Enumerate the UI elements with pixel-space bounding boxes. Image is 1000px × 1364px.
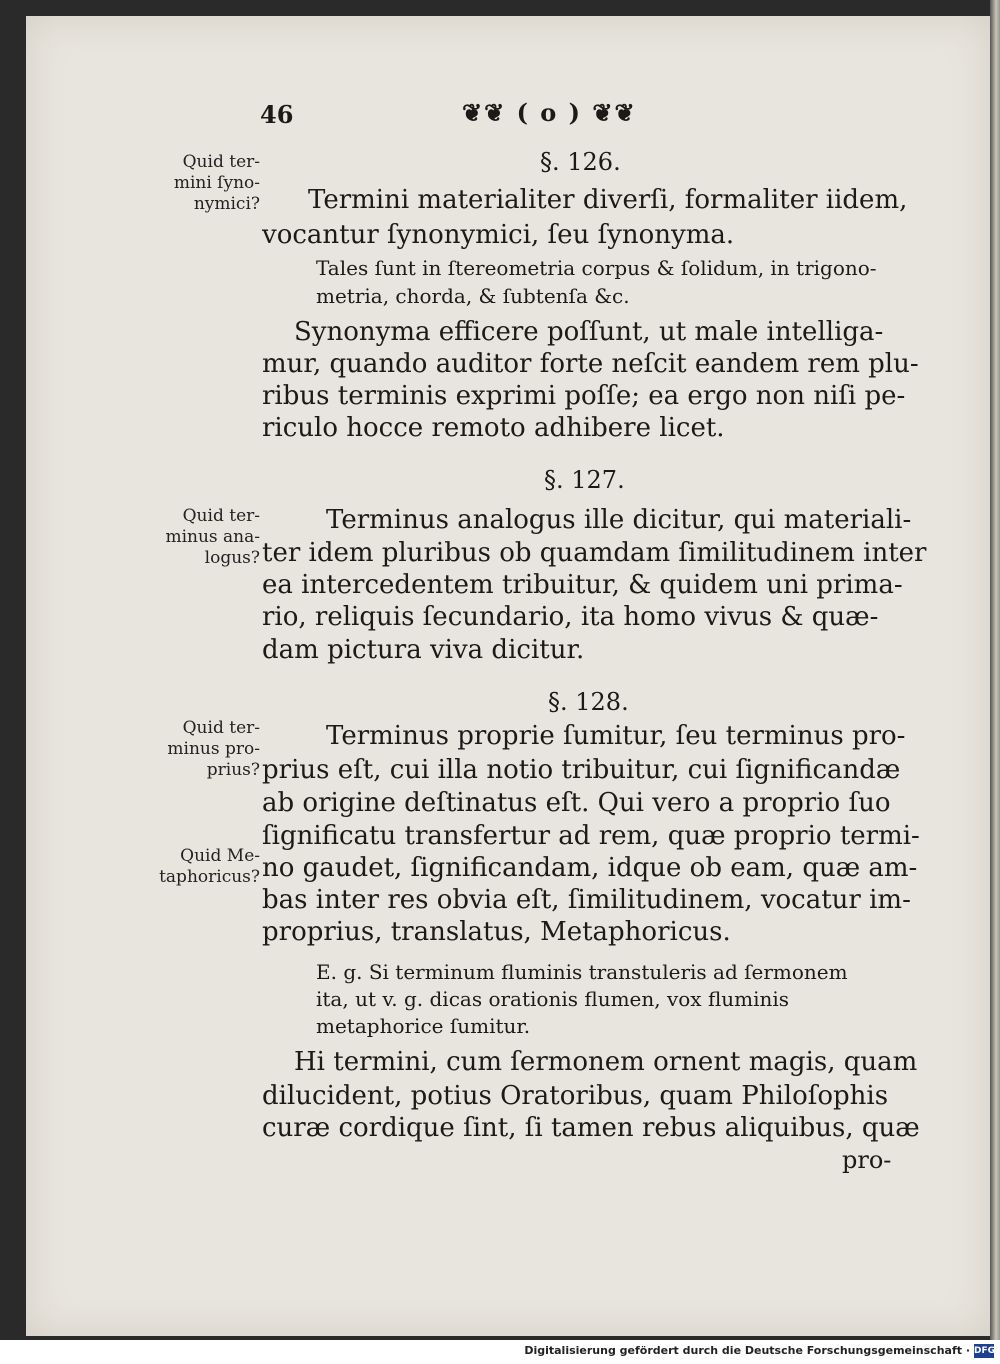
text-line: bas inter res obvia eſt, ſimilitudinem, vocatur im-: [262, 885, 911, 915]
note-line: E. g. Si terminum fluminis transtuleris ad ſermonem: [316, 960, 848, 984]
section-number: §. 128.: [548, 688, 629, 716]
margin-line: minus pro-: [167, 739, 260, 759]
text-line: ribus terminis exprimi poſſe; ea ergo non niſi pe-: [262, 381, 906, 411]
note-line: ita, ut v. g. dicas orationis flumen, vox fluminis: [316, 987, 790, 1011]
section-number: §. 126.: [540, 148, 621, 176]
margin-note: [136, 152, 260, 215]
margin-line: Quid ter-: [182, 152, 260, 172]
catchword: pro-: [842, 1146, 892, 1174]
margin-line: prius?: [206, 760, 260, 780]
page-edge: [990, 0, 1000, 1340]
margin-note: [130, 846, 260, 888]
margin-line: logus?: [204, 548, 260, 568]
note-line: metaphorice ſumitur.: [316, 1014, 531, 1038]
text-line: Hi termini, cum ſermonem ornent magis, quam: [294, 1047, 918, 1077]
dfg-logo: DFG: [974, 1346, 996, 1356]
margin-line: taphoricus?: [159, 867, 260, 887]
margin-line: nymici?: [193, 194, 260, 214]
margin-note: [136, 506, 260, 569]
text-line: rio, reliquis ſecundario, ita homo vivus & quæ-: [262, 602, 879, 632]
text-line: no gaudet, ſignificandam, idque ob eam, quæ am-: [262, 853, 918, 883]
text-line: curæ cordique ſint, ſi tamen rebus aliquibus, quæ: [262, 1113, 920, 1143]
note-line: Tales ſunt in ſtereometria corpus & ſolidum, in trigono-: [316, 256, 877, 280]
text-line: Synonyma efficere poſſunt, ut male intelliga-: [294, 317, 884, 347]
funding-credit: Digitalisierung gefördert durch die Deutsche Forschungsgemeinschaft ·: [524, 1344, 970, 1357]
margin-note: [136, 718, 260, 781]
margin-line: Quid ter-: [182, 718, 260, 738]
text-line: ab origine deſtinatus eſt. Qui vero a proprio ſuo: [262, 788, 891, 818]
margin-line: Quid ter-: [182, 506, 260, 526]
text-line: ea intercedentem tribuitur, & quidem uni prima-: [262, 570, 903, 600]
text-line: Terminus analogus ille dicitur, qui materiali-: [326, 505, 912, 535]
text-line: Termini materialiter diverſi, formaliter iidem,: [308, 185, 908, 215]
text-line: dam pictura viva dicitur.: [262, 635, 585, 665]
text-line: riculo hocce remoto adhibere licet.: [262, 413, 725, 443]
text-line: Terminus proprie ſumitur, ſeu terminus pro-: [326, 721, 906, 751]
text-line: dilucident, potius Oratoribus, quam Philoſophis: [262, 1081, 889, 1111]
margin-line: minus ana-: [165, 527, 260, 547]
text-line: prius eſt, cui illa notio tribuitur, cui ſignificandæ: [262, 755, 901, 785]
margin-line: mini ſyno-: [173, 173, 260, 193]
header-ornament: ❦❦ ( o ) ❦❦: [462, 98, 637, 127]
margin-line: Quid Me-: [180, 846, 260, 866]
text-line: ſignificatu transfertur ad rem, quæ proprio termi-: [262, 821, 920, 851]
text-line: vocantur ſynonymici, ſeu ſynonyma.: [262, 220, 735, 250]
page-number: 46: [260, 100, 294, 129]
text-line: mur, quando auditor forte neſcit eandem rem plu-: [262, 349, 919, 379]
text-line: proprius, translatus, Metaphoricus.: [262, 917, 731, 947]
text-line: ter idem pluribus ob quamdam ſimilitudinem inter: [262, 538, 927, 568]
note-line: metria, chorda, & ſubtenſa &c.: [316, 284, 630, 308]
section-number: §. 127.: [544, 466, 625, 494]
